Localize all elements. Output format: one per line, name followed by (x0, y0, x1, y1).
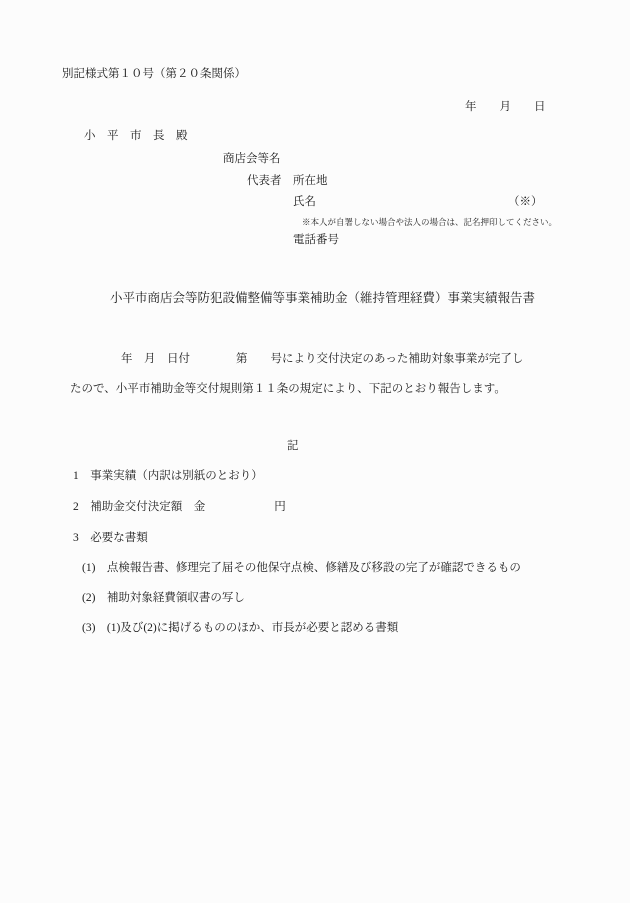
org-name-label: 商店会等名 (223, 153, 281, 165)
list-item-1: 1 事業実績（内訳は別紙のとおり） (73, 470, 263, 482)
seal-note: ※本人が自署しない場合や法人の場合は、記名押印してください。 (302, 217, 558, 227)
sub-item-3: (3) (1)及び(2)に掲げるもののほか、市長が必要と認める書類 (82, 622, 399, 634)
representative-label: 代表者 (247, 175, 282, 187)
sub-item-2: (2) 補助対象経費領収書の写し (82, 592, 245, 604)
body-line-1: 年 月 日付 第 号により交付決定のあった補助対象事業が完了し (121, 353, 524, 365)
record-heading: 記 (287, 440, 299, 452)
addressee: 小 平 市 長 殿 (84, 130, 188, 142)
seal-mark: （※） (508, 196, 543, 208)
address-label: 所在地 (293, 175, 328, 187)
list-item-3: 3 必要な書類 (73, 532, 148, 544)
phone-label: 電話番号 (293, 234, 339, 246)
name-label: 氏名 (293, 196, 316, 208)
list-item-2: 2 補助金交付決定額 金 円 (73, 501, 286, 513)
date-line: 年 月 日 (465, 101, 546, 113)
document-title: 小平市商店会等防犯設備整備等事業補助金（維持管理経費）事業実績報告書 (110, 291, 536, 305)
sub-item-1: (1) 点検報告書、修理完了届その他保守点検、修繕及び移設の完了が確認できるもの (82, 562, 521, 574)
form-number: 別記様式第１０号（第２０条関係） (62, 68, 246, 80)
body-line-2: たので、小平市補助金等交付規則第１１条の規定により、下記のとおり報告します。 (70, 383, 506, 395)
